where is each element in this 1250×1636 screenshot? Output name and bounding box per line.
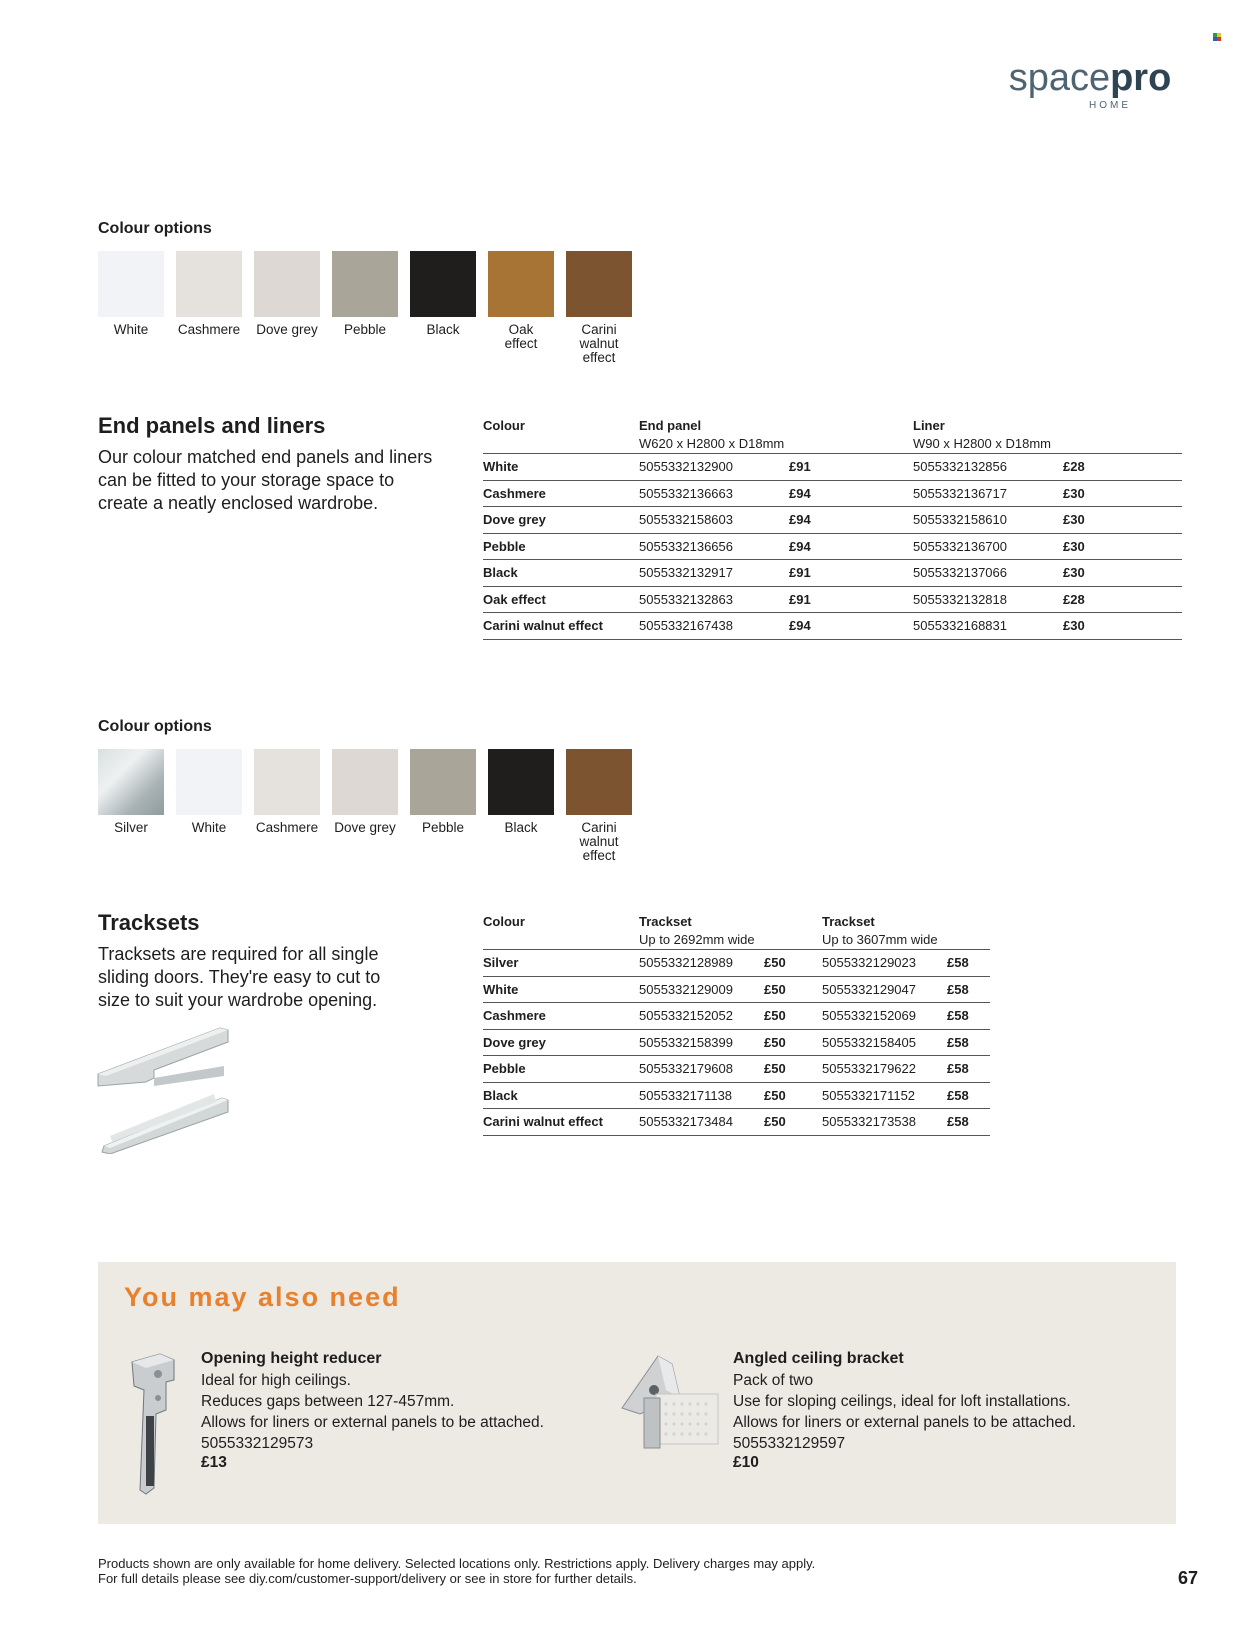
cell-t2-price: £58 <box>947 955 969 971</box>
cell-liner-price: £30 <box>1063 565 1085 581</box>
cell-t2-price: £58 <box>947 1008 969 1024</box>
cell-colour: Black <box>483 565 518 581</box>
tracksets-title: Tracksets <box>98 910 200 935</box>
brand-name-bold: pro <box>1110 57 1172 99</box>
table-row <box>483 480 1182 507</box>
swatch-oak-effect <box>488 251 554 365</box>
cell-t1-code: 5055332129009 <box>639 981 733 997</box>
product-price: £10 <box>733 1454 759 1471</box>
corner-colour-mark <box>1213 33 1222 42</box>
cell-colour: Pebble <box>483 1061 526 1077</box>
cell-liner-code: 5055332132818 <box>913 591 1007 607</box>
cell-liner-code: 5055332136717 <box>913 485 1007 501</box>
cell-panel-price: £91 <box>789 565 811 581</box>
cell-liner-code: 5055332136700 <box>913 538 1007 554</box>
cell-t2-price: £58 <box>947 981 969 997</box>
swatch-box <box>488 749 554 815</box>
table-row <box>483 1082 990 1109</box>
cell-t1-code: 5055332171138 <box>639 1087 733 1103</box>
cell-t1-price: £50 <box>764 1114 786 1130</box>
cell-t2-price: £58 <box>947 1034 969 1050</box>
cell-t2-code: 5055332129047 <box>822 981 916 997</box>
brand-name-light: space <box>1008 57 1111 99</box>
swatch-label: Oak effect <box>504 322 538 351</box>
brand-logo <box>1000 58 1180 111</box>
cell-t1-price: £50 <box>764 1034 786 1050</box>
height-reducer-image <box>126 1350 178 1500</box>
colour-options-title-1: Colour options <box>98 220 212 237</box>
cell-t1-price: £50 <box>764 955 786 971</box>
swatch-box <box>332 251 398 317</box>
swatch-label: White <box>113 322 149 337</box>
swatch-box <box>254 251 320 317</box>
swatch-box <box>566 251 632 317</box>
table-row <box>483 1003 990 1030</box>
product-price: £13 <box>201 1454 227 1471</box>
header-end-panel-sub: W620 x H2800 x D18mm <box>639 436 785 451</box>
cell-colour: Cashmere <box>483 1008 546 1024</box>
cell-colour: White <box>483 981 519 997</box>
header-trackset-1-label: Trackset <box>639 914 692 929</box>
cell-panel-code: 5055332132900 <box>639 459 733 475</box>
swatch-label: Dove grey <box>256 322 318 337</box>
cell-t2-price: £58 <box>947 1114 969 1130</box>
cell-t2-code: 5055332152069 <box>822 1008 916 1024</box>
end-panels-table <box>483 418 1182 640</box>
swatch-silver <box>98 749 164 863</box>
cell-liner-price: £28 <box>1063 459 1085 475</box>
swatch-carini-walnut-effect <box>566 251 632 365</box>
swatch-box <box>410 251 476 317</box>
header-liner-label: Liner <box>913 418 945 433</box>
header-liner <box>913 418 1182 454</box>
cell-t1-price: £50 <box>764 981 786 997</box>
swatch-black <box>488 749 554 863</box>
cell-liner-code: 5055332168831 <box>913 618 1007 634</box>
cell-colour: Carini walnut effect <box>483 618 603 634</box>
table-row <box>483 613 1182 640</box>
colour-options-title-2: Colour options <box>98 718 212 735</box>
header-trackset-2-sub: Up to 3607mm wide <box>822 932 938 947</box>
table-row <box>483 976 990 1003</box>
cell-t1-code: 5055332158399 <box>639 1034 733 1050</box>
cell-colour: Oak effect <box>483 591 546 607</box>
swatch-label: Black <box>426 322 460 337</box>
cell-colour: Dove grey <box>483 1034 546 1050</box>
header-trackset-2-label: Trackset <box>822 914 875 929</box>
cell-t2-price: £58 <box>947 1061 969 1077</box>
cell-t2-code: 5055332129023 <box>822 955 916 971</box>
swatch-box <box>176 251 242 317</box>
swatch-carini-walnut-effect <box>566 749 632 863</box>
swatch-box <box>410 749 476 815</box>
product-title: Angled ceiling bracket <box>733 1350 904 1367</box>
swatch-label: Cashmere <box>177 322 241 337</box>
swatch-box <box>488 251 554 317</box>
swatch-dove-grey <box>254 251 320 365</box>
header-trackset-2 <box>822 914 990 950</box>
swatch-box <box>566 749 632 815</box>
cell-panel-code: 5055332132917 <box>639 565 733 581</box>
cell-liner-price: £30 <box>1063 618 1085 634</box>
cell-liner-code: 5055332158610 <box>913 512 1007 528</box>
cell-t1-code: 5055332152052 <box>639 1008 733 1024</box>
cell-panel-price: £94 <box>789 485 811 501</box>
footer-line-1: Products shown are only available for home delivery. Selected locations only. Restrictions apply. Delivery charges may apply. <box>98 1556 816 1571</box>
table-row <box>483 533 1182 560</box>
ceiling-bracket-image <box>618 1352 722 1452</box>
also-need-panel <box>98 1262 1176 1524</box>
cell-t2-code: 5055332171152 <box>822 1087 916 1103</box>
cell-colour: Silver <box>483 955 519 971</box>
cell-t1-code: 5055332128989 <box>639 955 733 971</box>
cell-liner-code: 5055332132856 <box>913 459 1007 475</box>
brand-sub: HOME <box>1089 100 1131 111</box>
cell-panel-price: £94 <box>789 512 811 528</box>
product-line: Reduces gaps between 127-457mm. <box>201 1393 455 1410</box>
swatch-cashmere <box>176 251 242 365</box>
table-row <box>483 507 1182 534</box>
tracksets-table <box>483 914 990 1136</box>
product-ceiling-bracket <box>733 1350 1163 1472</box>
table-header-row <box>483 914 990 950</box>
product-line: Allows for liners or external panels to be attached. <box>201 1414 544 1431</box>
product-line: Pack of two <box>733 1372 814 1389</box>
cell-t2-code: 5055332179622 <box>822 1061 916 1077</box>
cell-colour: Dove grey <box>483 512 546 528</box>
swatch-label: Dove grey <box>334 820 396 835</box>
table-row <box>483 950 990 977</box>
table-row <box>483 1029 990 1056</box>
swatch-label: Carini walnut effect <box>579 322 619 365</box>
footer-disclaimer <box>98 1556 815 1586</box>
cell-liner-price: £30 <box>1063 485 1085 501</box>
cell-t1-price: £50 <box>764 1087 786 1103</box>
table-row <box>483 454 1182 481</box>
header-colour: Colour <box>483 914 525 929</box>
cell-t1-code: 5055332179608 <box>639 1061 733 1077</box>
swatch-black <box>410 251 476 365</box>
cell-t1-price: £50 <box>764 1008 786 1024</box>
product-title: Opening height reducer <box>201 1350 382 1367</box>
swatch-label: Cashmere <box>255 820 319 835</box>
cell-liner-price: £30 <box>1063 512 1085 528</box>
swatch-box <box>332 749 398 815</box>
swatch-pebble <box>332 251 398 365</box>
cell-panel-price: £94 <box>789 538 811 554</box>
cell-panel-code: 5055332167438 <box>639 618 733 634</box>
header-colour: Colour <box>483 418 525 433</box>
footer-line-2: For full details please see diy.com/customer-support/delivery or see in store for further details. <box>98 1571 637 1586</box>
product-line: Ideal for high ceilings. <box>201 1372 351 1389</box>
header-trackset-1 <box>639 914 822 950</box>
cell-panel-code: 5055332158603 <box>639 512 733 528</box>
product-line: Use for sloping ceilings, ideal for loft installations. <box>733 1393 1071 1410</box>
swatch-row-1 <box>98 251 644 365</box>
header-end-panel-label: End panel <box>639 418 702 433</box>
end-panels-title: End panels and liners <box>98 413 326 438</box>
cell-liner-price: £30 <box>1063 538 1085 554</box>
swatch-label: Black <box>504 820 538 835</box>
swatch-cashmere <box>254 749 320 863</box>
table-header-row <box>483 418 1182 454</box>
cell-liner-price: £28 <box>1063 591 1085 607</box>
cell-t2-code: 5055332158405 <box>822 1034 916 1050</box>
cell-t2-code: 5055332173538 <box>822 1114 916 1130</box>
cell-colour: Black <box>483 1087 518 1103</box>
header-trackset-1-sub: Up to 2692mm wide <box>639 932 755 947</box>
cell-colour: White <box>483 459 519 475</box>
cell-panel-price: £91 <box>789 459 811 475</box>
swatch-row-2 <box>98 749 644 863</box>
header-end-panel <box>639 418 913 454</box>
product-height-reducer <box>201 1350 621 1472</box>
swatch-box <box>254 749 320 815</box>
trackset-rail-image <box>96 1026 232 1154</box>
cell-panel-code: 5055332136663 <box>639 485 733 501</box>
also-need-title: You may also need <box>124 1282 401 1312</box>
table-row <box>483 586 1182 613</box>
cell-t2-price: £58 <box>947 1087 969 1103</box>
tracksets-description: Tracksets are required for all single sliding doors. They're easy to cut to size to suit your wardrobe opening. <box>98 944 381 1010</box>
swatch-label: Pebble <box>343 322 387 337</box>
table-row <box>483 1109 990 1136</box>
swatch-label: Silver <box>114 820 148 835</box>
product-line: Allows for liners or external panels to be attached. <box>733 1414 1076 1431</box>
swatch-box <box>176 749 242 815</box>
cell-liner-code: 5055332137066 <box>913 565 1007 581</box>
cell-colour: Carini walnut effect <box>483 1114 603 1130</box>
table-row <box>483 1056 990 1083</box>
cell-t1-code: 5055332173484 <box>639 1114 733 1130</box>
product-code: 5055332129597 <box>733 1435 846 1452</box>
cell-panel-price: £94 <box>789 618 811 634</box>
swatch-box <box>98 749 164 815</box>
swatch-pebble <box>410 749 476 863</box>
cell-colour: Pebble <box>483 538 526 554</box>
swatch-dove-grey <box>332 749 398 863</box>
swatch-label: Carini walnut effect <box>579 820 619 863</box>
swatch-label: White <box>191 820 227 835</box>
swatch-label: Pebble <box>421 820 465 835</box>
table-row <box>483 560 1182 587</box>
swatch-white <box>176 749 242 863</box>
cell-colour: Cashmere <box>483 485 546 501</box>
header-liner-sub: W90 x H2800 x D18mm <box>913 436 1051 451</box>
end-panels-description: Our colour matched end panels and liners can be fitted to your storage space to create a neatly enclosed wardrobe. <box>98 447 433 513</box>
product-code: 5055332129573 <box>201 1435 314 1452</box>
cell-panel-code: 5055332136656 <box>639 538 733 554</box>
cell-panel-code: 5055332132863 <box>639 591 733 607</box>
cell-panel-price: £91 <box>789 591 811 607</box>
swatch-box <box>98 251 164 317</box>
page-number: 67 <box>1178 1568 1199 1588</box>
cell-t1-price: £50 <box>764 1061 786 1077</box>
swatch-white <box>98 251 164 365</box>
